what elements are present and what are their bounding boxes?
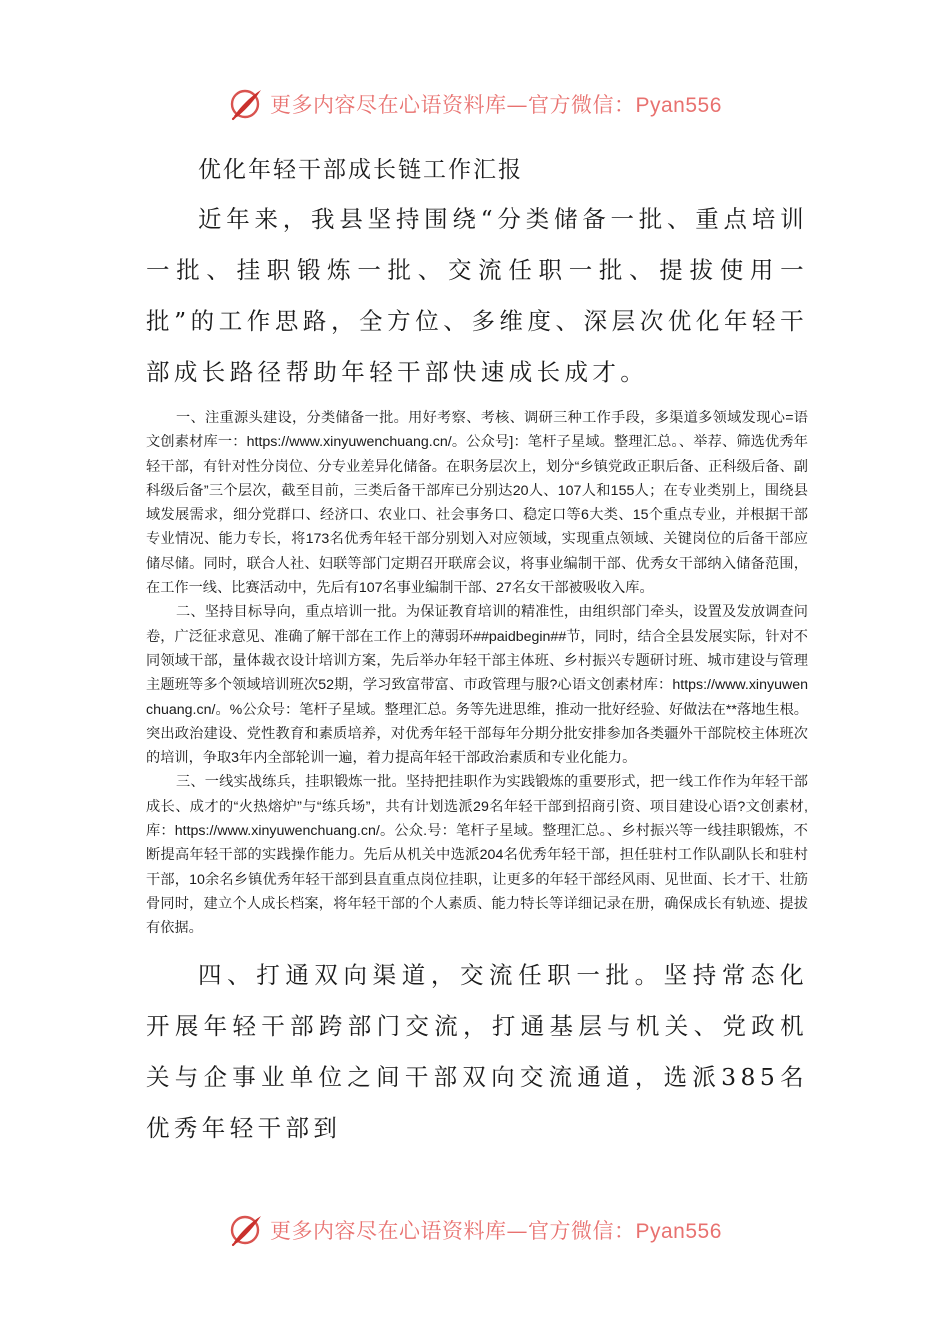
document-title: 优化年轻干部成长链工作汇报 [198, 157, 523, 183]
wechat-id: Pyan556 [635, 94, 722, 117]
footer-banner [228, 1210, 748, 1250]
quill-logo-icon [228, 1212, 264, 1248]
intro-paragraph: 近年来，我县坚持围绕“分类储备一批、重点培训一批、挂职锻炼一批、交流任职一批、提拔使用一批”的工作思路，全方位、多维度、深层次优化年轻干部成长路径帮助年轻干部快速成长成才。 [146, 205, 808, 386]
closing-paragraph: 四、打通双向渠道，交流任职一批。坚持常态化开展年轻干部跨部门交流，打通基层与机关、党政机关与企事业单位之间干部双向交流通道，选派385名优秀年轻干部到 [146, 960, 808, 1142]
document-body [146, 150, 808, 1154]
header-banner [228, 84, 748, 124]
wechat-id: Pyan556 [635, 1220, 722, 1243]
paragraph-secondment: 三、一线实战练兵，挂职锻炼一批。坚持把挂职作为实践锻炼的重要形式，把一线工作作为年轻干部成长、成才的“火热熔炉”与“练兵场”，共有计划选派29名年轻干部到招商引资、项目建设心语?文创素材,库：https://www.xinyuwenchuang.cn/。公众.号：笔杆子星域。整理汇总。、乡村振兴等一线挂职锻炼，不断提高年轻干部的实践操作能力。先后从机关中选派204名优秀年轻干部，担任驻村工作队副队长和驻村干部，10余名乡镇优秀年轻干部到县直重点岗位挂职，让更多的年轻干部经风雨、见世面、长才干、壮筋骨同时，建立个人成长档案，将年轻干部的个人素质、能力特长等详细记录在册，确保成长有轨迹、提拔有依据。 [146, 774, 808, 937]
paragraph-reserve: 一、注重源头建设，分类储备一批。用好考察、考核、调研三种工作手段，多渠道多领域发现心=语文创素材库一：https://www.xinyuwenchuang.cn/。公众号]：笔杆子星域。整理汇总。、举荐、筛选优秀年轻干部，有针对性分岗位、分专业差异化储备。在职务层次上，划分“乡镇党政正职后备、正科级后备、副科级后备”三个层次，截至目前，三类后备干部库已分别达20人、107人和155人；在专业类别上，围绕县域发展需求，细分党群口、经济口、农业口、社会事务口、稳定口等6大类、15个重点专业，并根据干部专业情况、能力专长，将173名优秀年轻干部分别划入对应领域，实现重点领域、关键岗位的后备干部应储尽储。同时，联合人社、妇联等部门定期召开联席会议，将事业编制干部、优秀女干部纳入储备范围，在工作一线、比赛活动中，先后有107名事业编制干部、27名女干部被吸收入库。 [146, 410, 808, 597]
quill-logo-icon [228, 86, 264, 122]
paragraph-training: 二、坚持目标导向，重点培训一批。为保证教育培训的精准性，由组织部门牵头，设置及发放调查问卷，广泛征求意见、准确了解干部在工作上的薄弱环##paidbegin##节，同时，结合全县发展实际，针对不同领域干部，量体裁衣设计培训方案，先后举办年轻干部主体班、乡村振兴专题研讨班、城市建设与管理主题班等多个领域培训班次52期，学习致富带富、市政管理与服?心语文创素材库：https://www.xinyuwenchuang.cn/。%公众号：笔杆子星域。整理汇总。务等先进思维，推动一批好经验、好做法在**落地生根。突出政治建设、党性教育和素质培养，对优秀年轻干部每年分期分批安排参加各类疆外干部院校主体班次的培训，争取3年内全部轮训一遍，着力提高年轻干部政治素质和专业化能力。 [146, 604, 808, 767]
banner-text: 更多内容尽在心语资料库—官方微信：Pyan556 [270, 93, 722, 117]
banner-text: 更多内容尽在心语资料库—官方微信：Pyan556 [270, 1219, 722, 1243]
